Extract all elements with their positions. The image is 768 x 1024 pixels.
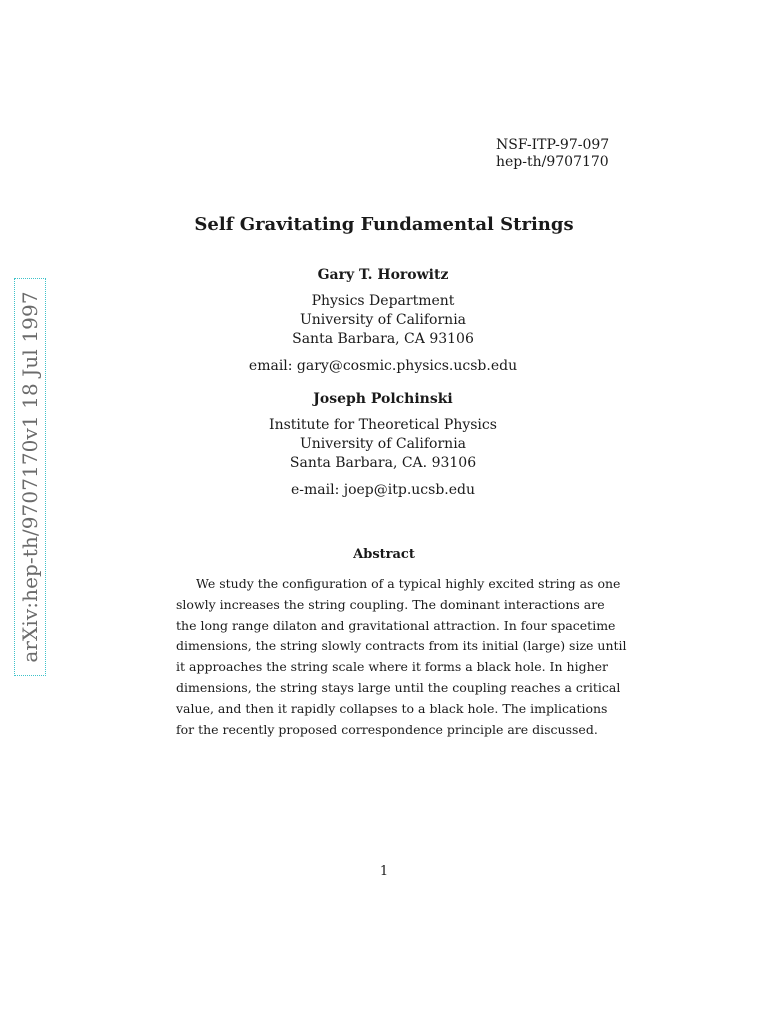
abstract-heading: Abstract (353, 547, 415, 562)
arxiv-stamp-text: arXiv:hep-th/9707170v1 18 Jul 1997 (18, 291, 42, 663)
abstract-line: it approaches the string scale where it forms a black hole. In higher (176, 659, 608, 675)
abstract-line: for the recently proposed correspondence principle are discussed. (176, 721, 598, 737)
author-block-2 (0, 390, 766, 500)
author-affiliation-line: University of California (299, 312, 467, 328)
author-affiliation-line: Santa Barbara, CA 93106 (292, 331, 474, 347)
report-numbers (496, 137, 609, 171)
author-name: Joseph Polchinski (313, 391, 453, 407)
author-name: Gary T. Horowitz (317, 267, 449, 283)
abstract-line: dimensions, the string stays large until the coupling reaches a critical (176, 679, 621, 695)
abstract-line: dimensions, the string slowly contracts from its initial (large) size until (176, 638, 627, 654)
paper-title: Self Gravitating Fundamental Strings (194, 214, 574, 235)
author-affiliation-line: Institute for Theoretical Physics (269, 417, 497, 433)
author-block-1 (0, 266, 766, 376)
page-number: 1 (379, 864, 389, 879)
abstract-body (176, 574, 627, 740)
abstract-line: value, and then it rapidly collapses to a black hole. The implications (176, 700, 608, 716)
author-affiliation-line: University of California (299, 436, 467, 452)
author-affiliation-line: Physics Department (311, 293, 455, 309)
author-affiliation-line: Santa Barbara, CA. 93106 (289, 455, 477, 471)
author-email[interactable]: email: gary@cosmic.physics.ucsb.edu (248, 358, 518, 374)
abstract-line: We study the configuration of a typical highly excited string as one (196, 576, 621, 591)
author-email[interactable]: e-mail: joep@itp.ucsb.edu (290, 482, 475, 498)
abstract-line: slowly increases the string coupling. The dominant interactions are (176, 596, 605, 612)
abstract-line: the long range dilaton and gravitational attraction. In four spacetime (176, 617, 616, 633)
arxiv-number: hep-th/9707170 (496, 154, 609, 170)
report-number: NSF-ITP-97-097 (496, 137, 610, 153)
